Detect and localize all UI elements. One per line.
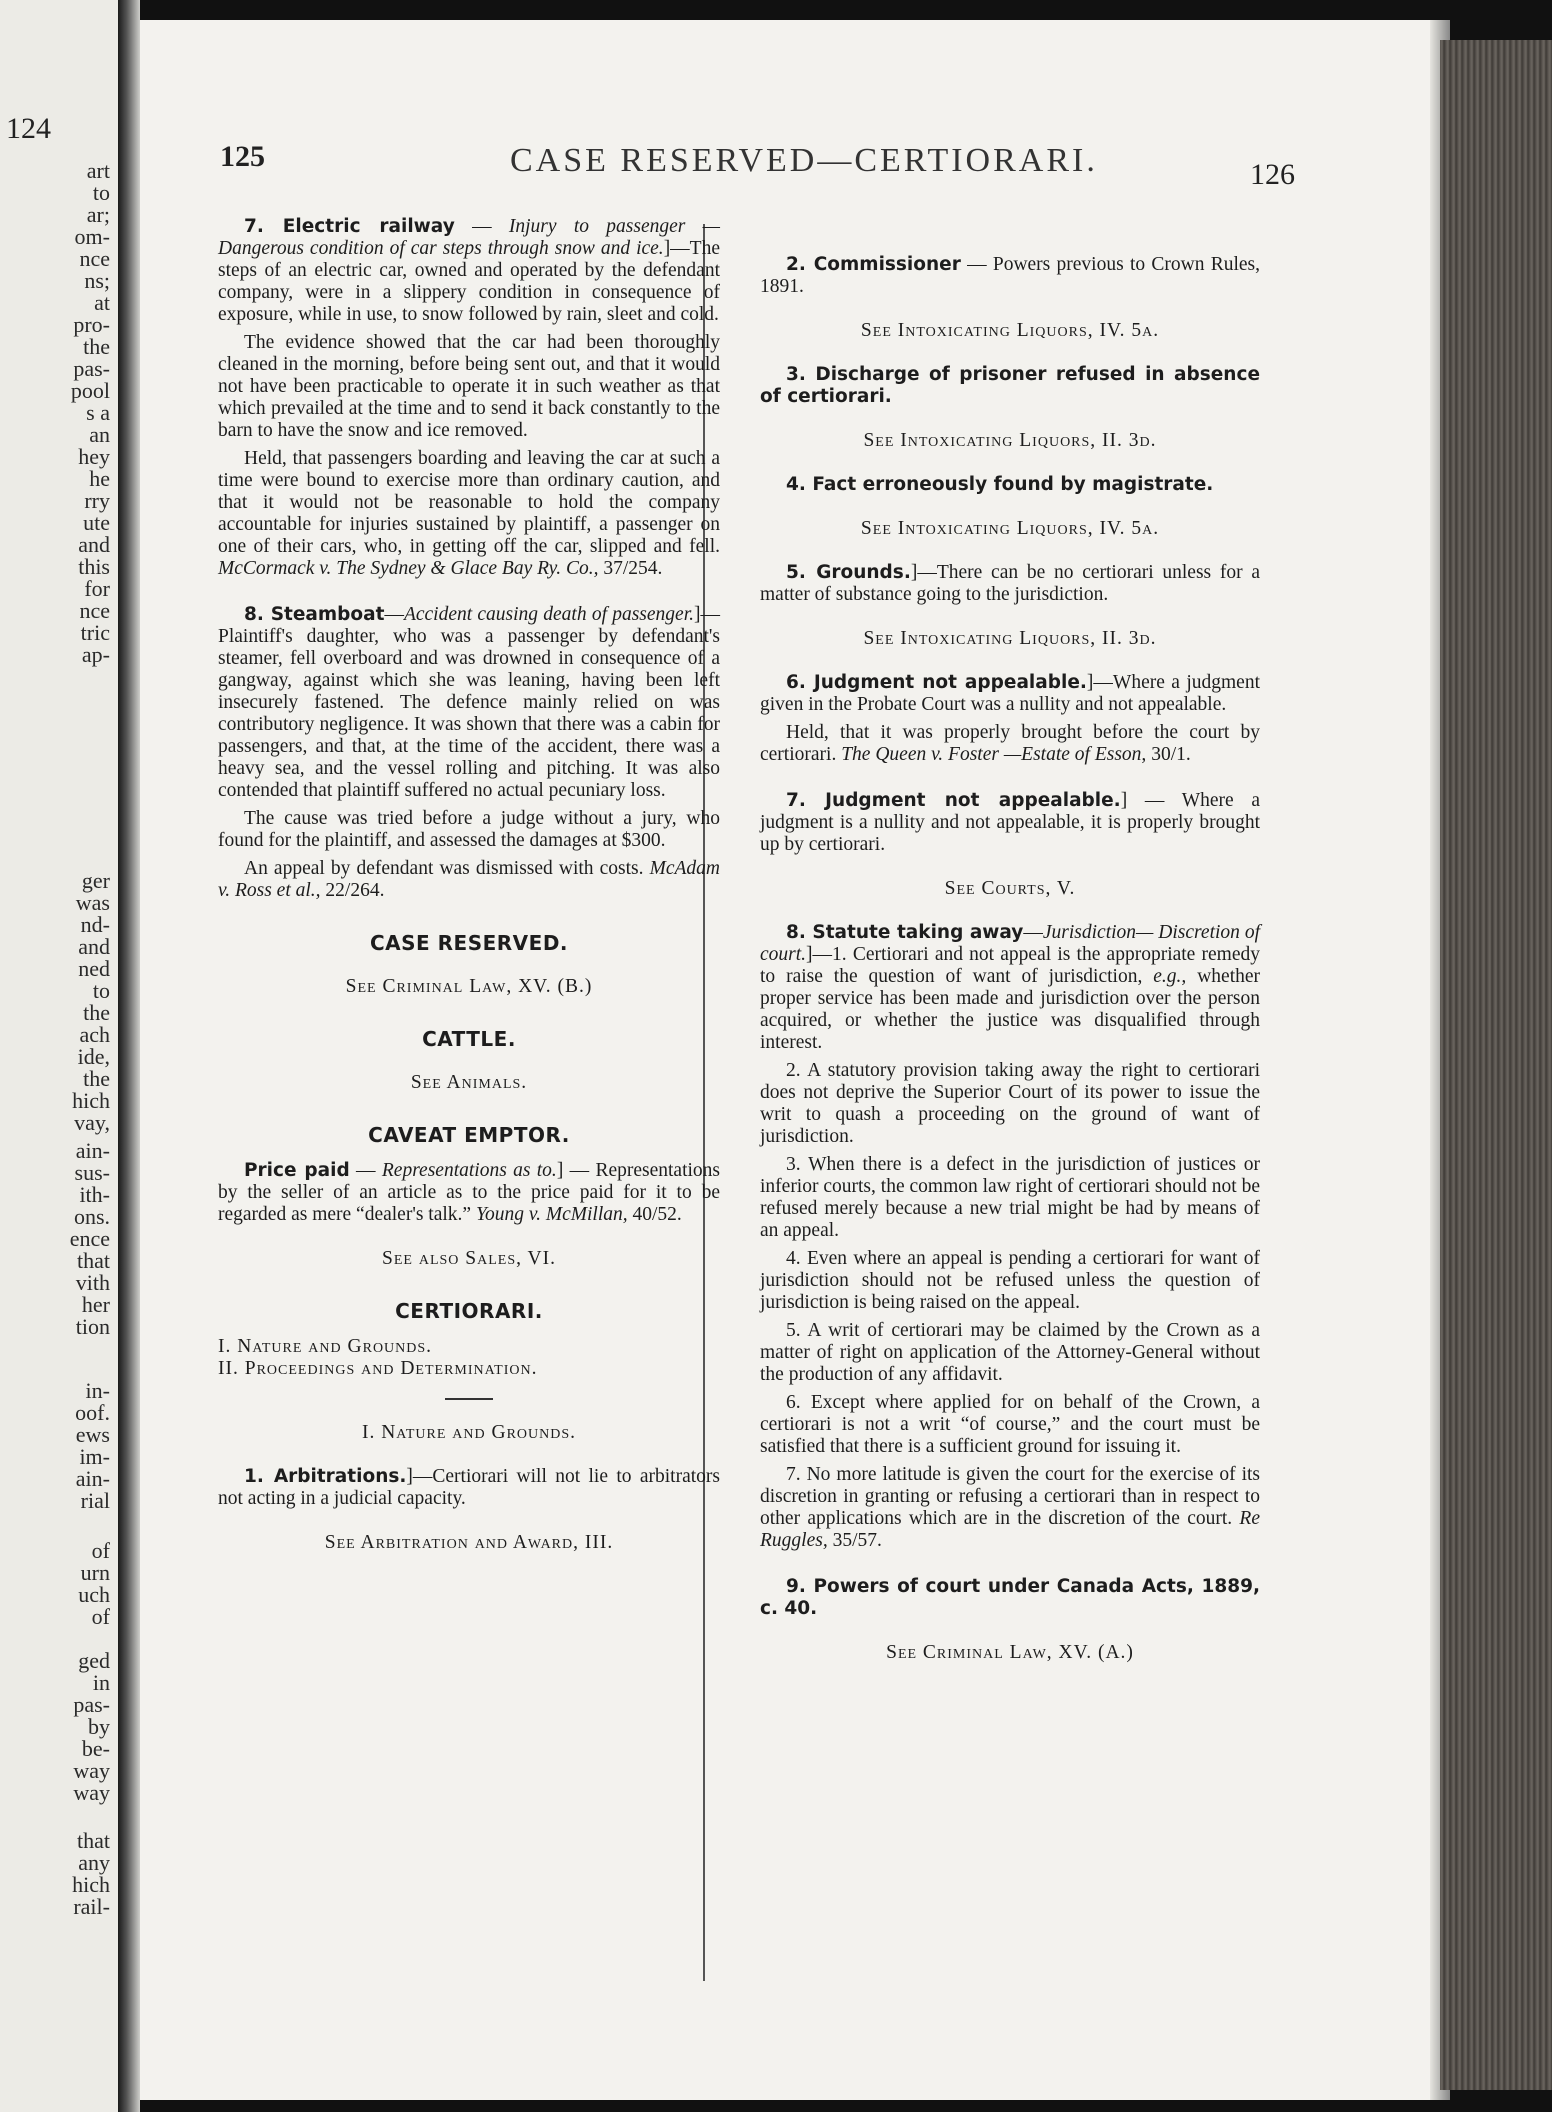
running-header-title: CASE RESERVED—CERTIORARI.: [510, 142, 1098, 179]
book-page-edges: [1440, 40, 1552, 2090]
entry-price-paid: Price paid — Representations as to.] — Representations by the seller of an article as to the price paid for it to be regarded as mere “dealer's talk.” Young v. McMillan, 40/52.: [218, 1160, 720, 1225]
previous-page-line-fragment: of: [91, 1538, 110, 1563]
previous-page-line-fragment: pas-: [73, 356, 110, 381]
previous-page-line-fragment: nce: [79, 246, 110, 271]
previous-page-line-fragment: at: [94, 290, 110, 315]
right-column: [760, 254, 1260, 1686]
entry-label: 8. Statute taking away: [786, 922, 1024, 943]
previous-page-line-fragment: an: [89, 422, 110, 447]
case-name: The Queen v. Foster —Estate of Esson,: [841, 744, 1147, 765]
previous-page-line-fragment: sus-: [74, 1160, 110, 1185]
entry-electric-railway: 7. Electric railway — Injury to passenger — Dangerous condition of car steps through snow and ice.]—The steps of an electric car, owned and operated by the defendant company, were in a slippery condition in consequence of exposure, while in use, to snow followed by rain, sleet and cold.: [218, 216, 721, 325]
previous-page-line-fragment: any: [78, 1850, 110, 1875]
holding-text: An appeal by defendant was dismissed with costs.: [244, 858, 644, 879]
case-name: Re Ruggles,: [760, 1508, 1260, 1551]
previous-page-line-fragment: that: [77, 1828, 110, 1853]
entry-text: ]—Plaintiff's daughter, who was a passenger by defendant's steamer, fell overboard and was drowned in consequence of a gangway, against which she was leaning, having been left insecurely fastened. The defence mainly relied on was contributory negligence. It was shown that there was a cabin for passengers, and that, at the time of the accident, there was a heavy sea, and the vessel rolling and pitching. It was also contended that plaintiff suffered no actual pecuniary loss.: [218, 604, 720, 801]
previous-page-line-fragment: the: [83, 1000, 110, 1025]
entry-label: 3. Discharge of prisoner refused in absence of certiorari.: [760, 364, 1260, 407]
previous-page-line-fragment: om-: [74, 224, 110, 249]
previous-page-line-fragment: pool: [70, 378, 110, 403]
previous-page-line-fragment: vay,: [74, 1110, 110, 1135]
holding-text: Held, that it was properly brought before the court by certiorari.: [760, 722, 1260, 765]
previous-page-line-fragment: ide,: [77, 1044, 110, 1069]
heading-caveat-emptor: CAVEAT EMPTOR.: [368, 1123, 570, 1147]
case-citation: 22/264.: [325, 880, 385, 901]
entry-paragraph: 4. Even where an appeal is pending a certiorari for want of jurisdiction should not be refused unless the question of jurisdiction is being raised on the appeal.: [760, 1248, 1260, 1313]
previous-page-line-fragment: ain-: [75, 1138, 110, 1163]
see-reference: See Intoxicating Liquors, II. 3d.: [863, 430, 1157, 451]
entry-text: ]—There can be no certiorari unless for a matter of substance going to the jurisdiction.: [760, 562, 1260, 605]
previous-page-line-fragment: ith-: [79, 1182, 110, 1207]
previous-page-line-fragment: rry: [84, 488, 110, 513]
see-reference: See Animals.: [410, 1072, 528, 1093]
previous-page-line-fragment: ence: [69, 1226, 110, 1251]
previous-page-line-fragment: ons.: [73, 1204, 110, 1229]
previous-page-line-fragment: in-: [85, 1378, 110, 1403]
previous-page-line-fragment: way: [73, 1758, 110, 1783]
entry-subject: Representations as to.: [381, 1160, 557, 1181]
entry-text: ]—Where a judgment given in the Probate Court was a nullity and not appealable.: [760, 672, 1261, 715]
entry-arbitrations: [218, 1466, 720, 1510]
see-reference: See Criminal Law, XV. (A.): [886, 1642, 1134, 1663]
entry-grounds: [760, 562, 1260, 606]
previous-page-line-fragment: tion: [75, 1314, 110, 1339]
previous-page-line-fragment: ger: [81, 868, 110, 893]
book-page: [140, 20, 1440, 2100]
entry-label: 4. Fact erroneously found by magistrate.: [786, 474, 1214, 495]
previous-page-line-fragment: nce: [79, 598, 110, 623]
previous-page-line-fragment: ach: [79, 1022, 110, 1047]
entry-paragraph: 2. A statutory provision taking away the right to certiorari does not deprive the Superior Court of its power to issue the writ to quash a proceeding on the ground of want of jurisdiction.: [760, 1060, 1260, 1147]
entry-text: ]—Certiorari will not lie to arbitrators not acting in a judicial capacity.: [218, 1466, 721, 1509]
previous-page-line-fragment: ns;: [84, 268, 110, 293]
case-name: Young v. McMillan,: [475, 1204, 628, 1225]
entry-text: — Powers previous to Crown Rules, 1891.: [760, 254, 1261, 297]
entry-holding: [218, 448, 720, 580]
see-reference: See Criminal Law, XV. (B.): [345, 976, 593, 997]
entry-holding: [760, 722, 1260, 766]
book-gutter: [118, 0, 140, 2112]
heading-certiorari: CERTIORARI.: [395, 1299, 543, 1323]
entry-label: 5. Grounds.: [786, 562, 911, 583]
previous-page-line-fragment: this: [78, 554, 110, 579]
previous-page-line-fragment: of: [91, 1604, 110, 1629]
entry-holding: [218, 858, 720, 902]
previous-page-line-fragment: tric: [80, 620, 110, 645]
certiorari-table-of-contents: [218, 1336, 720, 1380]
section-rule: [445, 1398, 493, 1400]
previous-page-line-fragment: and: [78, 934, 110, 959]
previous-page-line-fragment: to: [92, 978, 110, 1003]
toc-item: I. Nature and Grounds.: [218, 1336, 433, 1357]
previous-page-line-fragment: to: [92, 180, 110, 205]
previous-page-line-fragment: ute: [83, 510, 110, 535]
entry-commissioner: [760, 254, 1260, 298]
previous-page-line-fragment: in: [92, 1670, 110, 1695]
holding-text: 7. No more latitude is given the court for the exercise of its discretion in granting or refusing a certiorari than in respect to other applications which are in the discretion of the court.: [760, 1464, 1260, 1529]
entry-label: 7. Electric railway: [244, 216, 455, 237]
entry-paragraph: 3. When there is a defect in the jurisdiction of justices or inferior courts, the common law right of certiorari should not be refused merely because a new trial might be had by means of an appeal.: [760, 1154, 1260, 1241]
page-number-right: 126: [1250, 158, 1295, 191]
see-reference: See Intoxicating Liquors, IV. 5a.: [860, 320, 1160, 341]
left-column: [218, 216, 720, 1576]
previous-page-line-fragment: be-: [81, 1736, 110, 1761]
section-heading: I. Nature and Grounds.: [361, 1422, 577, 1443]
entry-text: ]—1. Certiorari and not appeal is the appropriate remedy to raise the question of want of jurisdiction,: [760, 944, 1260, 987]
previous-page-line-fragment: hich: [72, 1872, 110, 1897]
case-citation: 37/254.: [603, 558, 663, 579]
previous-page-line-fragment: ews: [75, 1422, 110, 1447]
previous-page-line-fragment: art: [86, 158, 110, 183]
see-reference: See Courts, V.: [944, 878, 1076, 899]
entry-label: 6. Judgment not appealable.: [786, 672, 1087, 693]
previous-page-line-fragment: ged: [78, 1648, 110, 1673]
previous-page-line-fragment: hey: [78, 444, 110, 469]
previous-page-line-fragment: oof.: [75, 1400, 110, 1425]
previous-page-fragment: [0, 0, 118, 2112]
previous-page-line-fragment: ned: [78, 956, 110, 981]
entry-fact-erroneously-found: [760, 474, 1260, 496]
entry-label: 1. Arbitrations.: [244, 1466, 407, 1487]
case-citation: 35/57.: [832, 1530, 882, 1551]
entry-judgment-not-appealable-2: [760, 790, 1260, 856]
entry-powers-of-court: [760, 1576, 1260, 1620]
entry-label: 2. Commissioner: [786, 254, 961, 275]
previous-page-line-fragment: her: [81, 1292, 110, 1317]
entry-label: Price paid: [244, 1160, 350, 1181]
previous-page-line-fragment: ap-: [81, 642, 110, 667]
entry-label: 7. Judgment not appealable.: [786, 790, 1121, 811]
previous-page-line-fragment: he: [89, 466, 110, 491]
holding-text: Held, that passengers boarding and leaving the car at such a time were bound to exercise more than ordinary caution, and that it would not be reasonable to hold the company accountable for injuries sustained by plaintiff, a passenger on one of their cars, who, in getting off the car, slipped and fell.: [218, 448, 720, 557]
case-name: McAdam v. Ross et al.,: [218, 858, 720, 901]
entry-paragraph: The evidence showed that the car had been thoroughly cleaned in the morning, before being sent out, and that it would not have been practicable to operate it in such weather as that which prevailed at the time and to send it back constantly to the barn to have the snow and ice removed.: [218, 332, 720, 441]
previous-page-line-fragment: hich: [72, 1088, 110, 1113]
entry-discharge-of-prisoner: [760, 364, 1260, 408]
heading-cattle: CATTLE.: [422, 1027, 516, 1051]
entry-text: ]—The steps of an electric car, owned and operated by the defendant company, were in a slippery condition in consequence of exposure, while in use, to snow followed by rain, sleet and cold.: [218, 238, 720, 325]
previous-page-line-fragment: for: [84, 576, 110, 601]
previous-page-line-fragment: the: [83, 334, 110, 359]
toc-item: II. Proceedings and Determination.: [218, 1358, 538, 1379]
entry-text: ] — Representations by the seller of an article as to the price paid for it to be regarded as mere “dealer's talk.”: [218, 1160, 720, 1225]
entry-paragraph: 5. A writ of certiorari may be claimed by the Crown as a matter of right on application of the Attorney-General without the production of any affidavit.: [760, 1320, 1260, 1385]
previous-page-line-fragment: rail-: [73, 1894, 110, 1919]
entry-statute-taking-away: 8. Statute taking away—Jurisdiction— Discretion of court.]—1. Certiorari and not appeal is the appropriate remedy to raise the question of want of jurisdiction, e.g., whether proper service has been made and jurisdiction over the person acquired, or whether the justice was disqualified through interest.: [760, 922, 1261, 1053]
entry-paragraph: 6. Except where applied for on behalf of the Crown, a certiorari is not a writ “of course,” and the court must be satisfied that there is a sufficient ground for issuing it.: [760, 1392, 1260, 1457]
entry-judgment-not-appealable: [760, 672, 1260, 716]
entry-subject: Jurisdiction— Discretion of court.: [760, 922, 1260, 965]
entry-text-continued: whether proper service has been made and jurisdiction over the person acquired, or whether the justice was disqualified through interest.: [760, 966, 1261, 1053]
previous-page-number: 124: [6, 112, 51, 145]
entry-label: 8. Steamboat: [244, 604, 385, 625]
abbreviation: e.g.,: [1153, 966, 1187, 987]
case-citation: 40/52.: [632, 1204, 682, 1225]
see-reference: See Intoxicating Liquors, II. 3d.: [863, 628, 1157, 649]
previous-page-line-fragment: was: [75, 890, 110, 915]
entry-text: ] — Where a judgment is a nullity and not appealable, it is properly brought up by certiorari.: [760, 790, 1260, 855]
case-name: McCormack v. The Sydney & Glace Bay Ry. Co.,: [218, 558, 599, 579]
page-number-left: 125: [220, 140, 265, 173]
entry-holding: [760, 1464, 1260, 1552]
previous-page-line-fragment: s a: [86, 400, 110, 425]
previous-page-line-fragment: that: [77, 1248, 110, 1273]
see-reference: See also Sales, VI.: [382, 1248, 556, 1269]
heading-case-reserved: CASE RESERVED.: [369, 931, 569, 955]
previous-page-line-fragment: vith: [75, 1270, 110, 1295]
see-reference: See Intoxicating Liquors, IV. 5a.: [860, 518, 1160, 539]
previous-page-line-fragment: and: [78, 532, 110, 557]
see-reference: See Arbitration and Award, III.: [324, 1532, 614, 1553]
previous-page-line-fragment: rial: [80, 1488, 110, 1513]
previous-page-line-fragment: uch: [78, 1582, 110, 1607]
previous-page-line-fragment: way: [73, 1780, 110, 1805]
entry-label: 9. Powers of court under Canada Acts, 1889, c. 40.: [760, 1576, 1260, 1619]
previous-page-line-fragment: by: [88, 1714, 110, 1739]
entry-subject: Injury to passenger — Dangerous condition of car steps through snow and ice.: [218, 216, 721, 259]
entry-paragraph: The cause was tried before a judge without a jury, who found for the plaintiff, and assessed the damages at $300.: [218, 808, 720, 851]
case-citation: 30/1.: [1151, 744, 1191, 765]
entry-steamboat: 8. Steamboat—Accident causing death of passenger.]—Plaintiff's daughter, who was a passenger by defendant's steamer, fell overboard and was drowned in consequence of a gangway, against which she was leaning, having been left insecurely fastened. The defence mainly relied on was contributory negligence. It was shown that there was a cabin for passengers, and that, at the time of the accident, there was a heavy sea, and the vessel rolling and pitching. It was also contended that plaintiff suffered no actual pecuniary loss.: [218, 604, 720, 801]
entry-subject: Accident causing death of passenger.: [403, 604, 694, 625]
previous-page-line-fragment: pas-: [73, 1692, 110, 1717]
previous-page-line-fragment: pro-: [73, 312, 110, 337]
previous-page-line-fragment: the: [83, 1066, 110, 1091]
previous-page-line-fragment: ain-: [75, 1466, 110, 1491]
previous-page-line-fragment: ar;: [86, 202, 110, 227]
previous-page-line-fragment: nd-: [80, 912, 110, 937]
previous-page-line-fragment: urn: [80, 1560, 110, 1585]
previous-page-line-fragment: im-: [79, 1444, 110, 1469]
